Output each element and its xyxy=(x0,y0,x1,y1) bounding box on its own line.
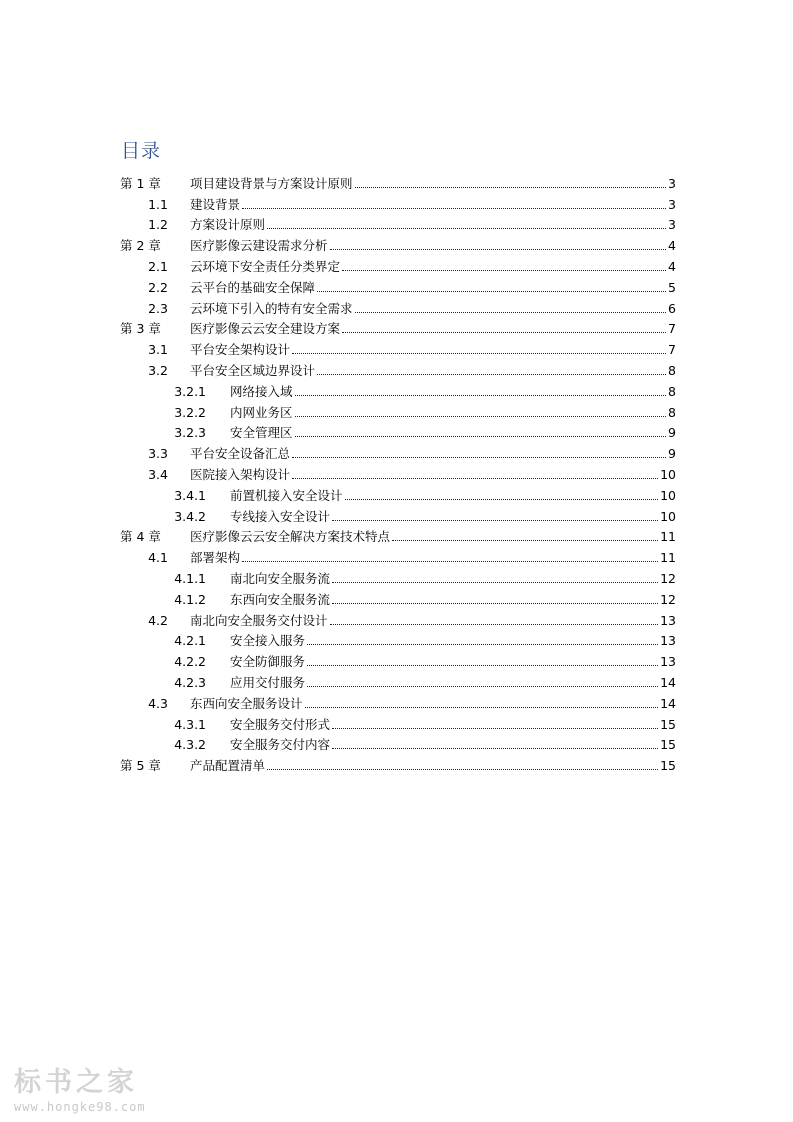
toc-entry-number: 4.2.2 xyxy=(174,654,206,670)
toc-entry-title: 安全接入服务 xyxy=(230,633,306,649)
toc-dot-leader xyxy=(317,291,666,292)
toc-dot-leader xyxy=(355,187,667,188)
toc-entry-title: 南北向安全服务流 xyxy=(230,570,331,586)
toc-entry-number: 4.2 xyxy=(148,612,168,628)
toc-entry[interactable] xyxy=(120,461,676,482)
toc-dot-leader xyxy=(305,707,659,708)
toc-entry-title: 东西向安全服务流 xyxy=(230,591,331,607)
toc-dot-leader xyxy=(242,208,666,209)
toc-entry[interactable] xyxy=(120,399,676,420)
toc-dot-leader xyxy=(292,457,666,458)
toc-dot-leader xyxy=(332,728,658,729)
toc-entry-title: 南北向安全服务交付设计 xyxy=(190,612,328,628)
toc-entry-title: 方案设计原则 xyxy=(190,217,266,233)
toc-dot-leader xyxy=(342,332,666,333)
toc-entry-page-number: 8 xyxy=(668,383,676,399)
toc-entry-number: 2.2 xyxy=(148,279,168,295)
toc-entry-title: 平台安全架构设计 xyxy=(190,342,291,358)
toc-entry-number: 第 3 章 xyxy=(120,321,161,337)
toc-entry-title: 前置机接入安全设计 xyxy=(230,487,343,503)
toc-entry-number: 第 5 章 xyxy=(120,758,161,774)
toc-entry-title: 安全服务交付形式 xyxy=(230,716,331,732)
toc-entry-number: 3.1 xyxy=(148,342,168,358)
toc-entry[interactable] xyxy=(120,212,676,233)
toc-entry-title: 网络接入域 xyxy=(230,383,293,399)
toc-dot-leader xyxy=(295,395,667,396)
toc-dot-leader xyxy=(307,644,658,645)
toc-entry-page-number: 11 xyxy=(660,550,676,566)
toc-entry-number: 3.4.2 xyxy=(174,508,206,524)
toc-entry-page-number: 7 xyxy=(668,321,676,337)
toc-entry-number: 3.3 xyxy=(148,446,168,462)
toc-entry[interactable] xyxy=(120,607,676,628)
toc-entry-page-number: 13 xyxy=(660,633,676,649)
toc-entry-number: 第 1 章 xyxy=(120,175,161,191)
toc-dot-leader xyxy=(292,478,658,479)
toc-entry-page-number: 10 xyxy=(660,487,676,503)
toc-entry-page-number: 8 xyxy=(668,362,676,378)
toc-entry-title: 医院接入架构设计 xyxy=(190,466,291,482)
toc-entry[interactable] xyxy=(120,420,676,441)
toc-entry-number: 4.3.1 xyxy=(174,716,206,732)
toc-dot-leader xyxy=(392,540,658,541)
toc-entry-page-number: 4 xyxy=(668,238,676,254)
toc-dot-leader xyxy=(332,520,658,521)
toc-dot-leader xyxy=(330,249,667,250)
toc-entry-page-number: 13 xyxy=(660,612,676,628)
toc-entry[interactable] xyxy=(120,482,676,503)
toc-entry[interactable] xyxy=(120,503,676,524)
toc-entry-number: 3.2.2 xyxy=(174,404,206,420)
toc-dot-leader xyxy=(330,624,659,625)
toc-entry-title: 专线接入安全设计 xyxy=(230,508,331,524)
toc-entry-title: 医疗影像云云安全解决方案技术特点 xyxy=(190,529,391,545)
toc-entry-title: 安全防御服务 xyxy=(230,654,306,670)
toc-entry-title: 东西向安全服务设计 xyxy=(190,695,303,711)
toc-entry-title: 产品配置清单 xyxy=(190,758,266,774)
toc-dot-leader xyxy=(332,748,658,749)
toc-entry-page-number: 14 xyxy=(660,674,676,690)
toc-dot-leader xyxy=(307,686,658,687)
toc-entry[interactable] xyxy=(120,170,676,191)
toc-entry[interactable] xyxy=(120,336,676,357)
toc-entry-title: 安全管理区 xyxy=(230,425,293,441)
toc-entry[interactable] xyxy=(120,544,676,565)
toc-entry-title: 医疗影像云建设需求分析 xyxy=(190,238,328,254)
toc-entry[interactable] xyxy=(120,524,676,545)
toc-dot-leader xyxy=(295,416,667,417)
toc-entry-number: 3.2 xyxy=(148,362,168,378)
toc-entry-number: 1.1 xyxy=(148,196,168,212)
toc-entry-page-number: 3 xyxy=(668,196,676,212)
toc-entry-number: 2.3 xyxy=(148,300,168,316)
toc-entry-page-number: 11 xyxy=(660,529,676,545)
toc-entry-number: 3.2.3 xyxy=(174,425,206,441)
toc-entry[interactable] xyxy=(120,274,676,295)
toc-entry[interactable] xyxy=(120,648,676,669)
toc-entry-title: 平台安全区域边界设计 xyxy=(190,362,316,378)
toc-entry[interactable] xyxy=(120,711,676,732)
toc-entry-title: 云环境下安全责任分类界定 xyxy=(190,258,341,274)
toc-entry-page-number: 15 xyxy=(660,737,676,753)
toc-entry-title: 建设背景 xyxy=(190,196,241,212)
toc-dot-leader xyxy=(355,312,667,313)
toc-entry-page-number: 9 xyxy=(668,425,676,441)
toc-entry-title: 医疗影像云云安全建设方案 xyxy=(190,321,341,337)
toc-dot-leader xyxy=(332,582,658,583)
toc-dot-leader xyxy=(242,561,658,562)
toc-dot-leader xyxy=(342,270,666,271)
toc-dot-leader xyxy=(317,374,666,375)
toc-entry[interactable] xyxy=(120,690,676,711)
toc-entry-title: 云平台的基础安全保障 xyxy=(190,279,316,295)
toc-entry[interactable] xyxy=(120,232,676,253)
toc-entry-number: 4.1.1 xyxy=(174,570,206,586)
toc-dot-leader xyxy=(295,436,667,437)
toc-heading: 目录 xyxy=(121,140,162,162)
toc-entry-title: 项目建设背景与方案设计原则 xyxy=(190,175,353,191)
toc-entry-number: 4.3 xyxy=(148,695,168,711)
toc-entry[interactable] xyxy=(120,752,676,773)
toc-entry-number: 3.2.1 xyxy=(174,383,206,399)
toc-entry-page-number: 4 xyxy=(668,258,676,274)
toc-dot-leader xyxy=(332,603,658,604)
toc-entry[interactable] xyxy=(120,669,676,690)
toc-dot-leader xyxy=(345,499,659,500)
toc-entry[interactable] xyxy=(120,295,676,316)
toc-entry[interactable] xyxy=(120,565,676,586)
watermark-url: www.hongke98.com xyxy=(14,1100,146,1114)
toc-entry-number: 3.4 xyxy=(148,466,168,482)
watermark xyxy=(14,1068,146,1114)
toc-entry-title: 部署架构 xyxy=(190,550,241,566)
watermark-logo-text: 标书之家 xyxy=(14,1067,138,1098)
toc-entry-page-number: 14 xyxy=(660,695,676,711)
toc-entry[interactable] xyxy=(120,191,676,212)
table-of-contents xyxy=(120,170,676,773)
toc-dot-leader xyxy=(267,228,666,229)
toc-entry-page-number: 15 xyxy=(660,716,676,732)
toc-entry[interactable] xyxy=(120,628,676,649)
toc-entry-page-number: 12 xyxy=(660,570,676,586)
toc-entry-page-number: 8 xyxy=(668,404,676,420)
toc-entry[interactable] xyxy=(120,586,676,607)
toc-entry-page-number: 15 xyxy=(660,758,676,774)
toc-dot-leader xyxy=(307,665,658,666)
toc-entry-page-number: 9 xyxy=(668,446,676,462)
toc-entry[interactable] xyxy=(120,440,676,461)
toc-entry-number: 1.2 xyxy=(148,217,168,233)
toc-entry-page-number: 5 xyxy=(668,279,676,295)
toc-entry-page-number: 10 xyxy=(660,508,676,524)
toc-entry-page-number: 7 xyxy=(668,342,676,358)
toc-entry-page-number: 3 xyxy=(668,175,676,191)
toc-entry-title: 安全服务交付内容 xyxy=(230,737,331,753)
toc-entry-title: 平台安全设备汇总 xyxy=(190,446,291,462)
toc-entry-number: 4.3.2 xyxy=(174,737,206,753)
toc-entry-number: 第 4 章 xyxy=(120,529,161,545)
toc-dot-leader xyxy=(292,353,666,354)
toc-entry[interactable] xyxy=(120,378,676,399)
toc-entry[interactable] xyxy=(120,732,676,753)
toc-entry-page-number: 12 xyxy=(660,591,676,607)
toc-entry-page-number: 10 xyxy=(660,466,676,482)
toc-entry-title: 内网业务区 xyxy=(230,404,293,420)
toc-entry-number: 4.2.3 xyxy=(174,674,206,690)
toc-entry-title: 云环境下引入的特有安全需求 xyxy=(190,300,353,316)
toc-entry-page-number: 3 xyxy=(668,217,676,233)
toc-entry[interactable] xyxy=(120,253,676,274)
toc-entry[interactable] xyxy=(120,316,676,337)
toc-entry-number: 4.1.2 xyxy=(174,591,206,607)
toc-entry-number: 4.2.1 xyxy=(174,633,206,649)
toc-entry-page-number: 13 xyxy=(660,654,676,670)
toc-entry-title: 应用交付服务 xyxy=(230,674,306,690)
toc-dot-leader xyxy=(267,769,658,770)
toc-entry-number: 第 2 章 xyxy=(120,238,161,254)
toc-entry-number: 4.1 xyxy=(148,550,168,566)
toc-entry-number: 2.1 xyxy=(148,258,168,274)
toc-entry-page-number: 6 xyxy=(668,300,676,316)
toc-entry[interactable] xyxy=(120,357,676,378)
toc-entry-number: 3.4.1 xyxy=(174,487,206,503)
